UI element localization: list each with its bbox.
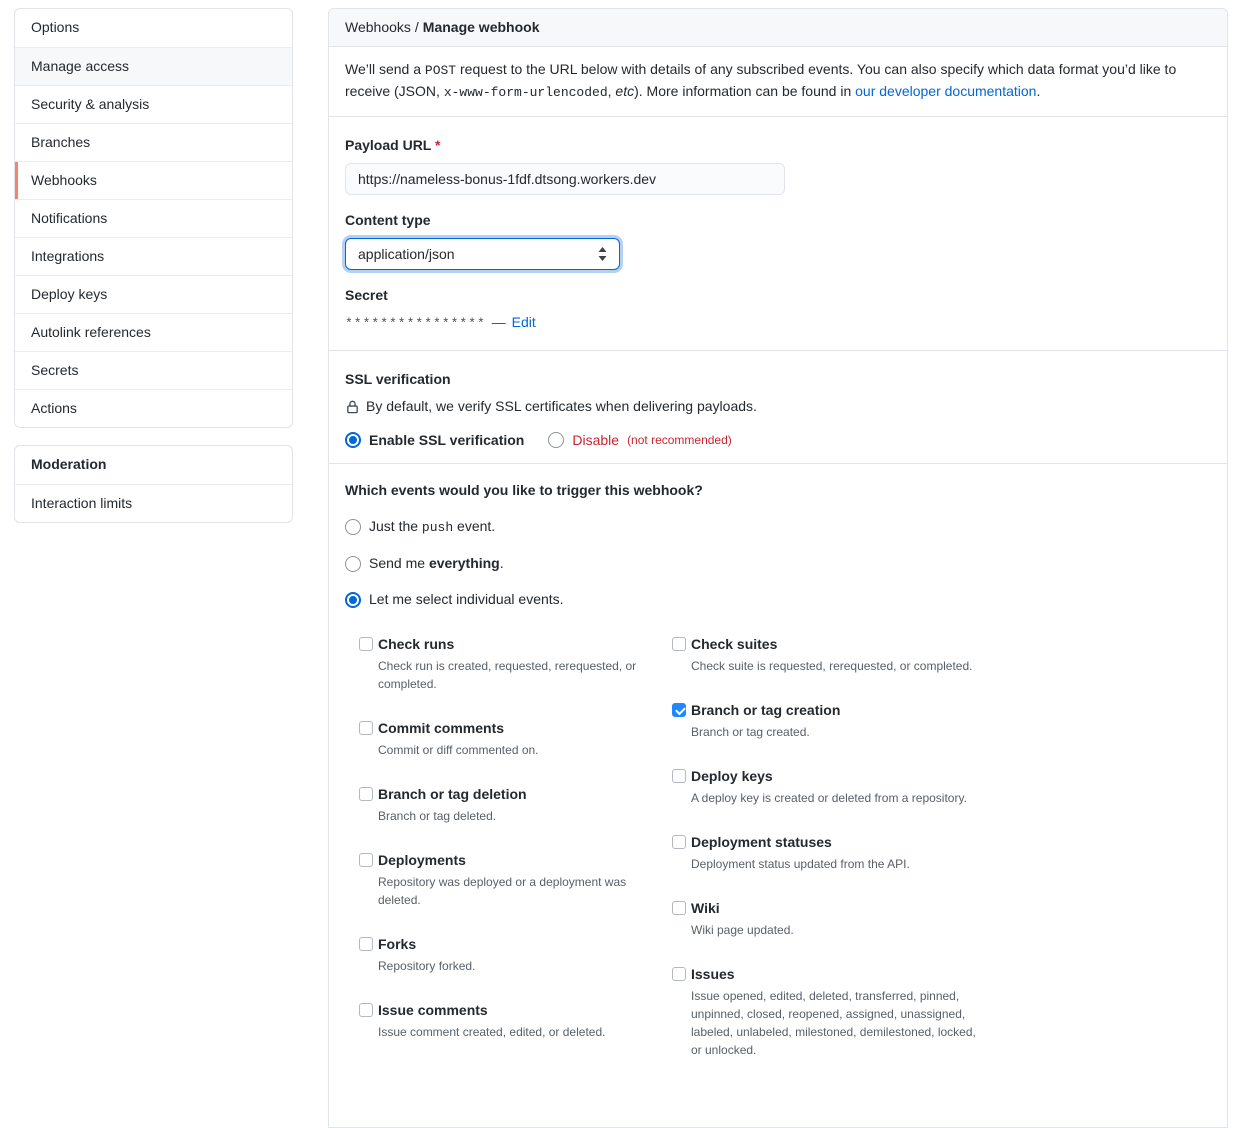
push-code: push xyxy=(421,520,454,535)
events-grid xyxy=(359,630,1211,1084)
checkbox-check-suites[interactable] xyxy=(672,637,686,651)
payload-url-label: Payload URL * xyxy=(345,137,441,153)
individual-events-radio[interactable] xyxy=(345,592,361,608)
secret-masked-value: **************** xyxy=(345,316,486,331)
secret-separator: — xyxy=(491,314,506,330)
secret-label: Secret xyxy=(345,287,388,303)
sidebar-item-options[interactable]: Options xyxy=(31,19,80,35)
checkbox-deployment-statuses[interactable] xyxy=(672,835,686,849)
checkbox-issue-comments[interactable] xyxy=(359,1003,373,1017)
checkbox-forks[interactable] xyxy=(359,937,373,951)
push-event-radio[interactable] xyxy=(345,519,361,535)
event-item-issue-comments: Issue comments Issue comment created, edited, or deleted. xyxy=(359,1000,672,1041)
urlencoded-code: x-www-form-urlencoded xyxy=(443,85,608,100)
events-column-right xyxy=(672,634,985,1084)
event-option-push[interactable]: Just the push event. xyxy=(345,516,1211,538)
sidebar-item-integrations[interactable]: Integrations xyxy=(15,237,292,275)
secret-row xyxy=(345,312,1211,342)
enable-ssl-option[interactable] xyxy=(345,432,524,448)
event-item-branch-tag-creation: Branch or tag creation Branch or tag created. xyxy=(672,700,985,741)
disable-ssl-option[interactable] xyxy=(548,432,731,448)
event-item-deployments: Deployments Repository was deployed or a deployment was deleted. xyxy=(359,850,672,909)
content-type-selected-value: application/json xyxy=(358,246,455,262)
events-section xyxy=(329,464,1227,1084)
manage-webhook-panel xyxy=(328,8,1228,1128)
breadcrumb-separator: / xyxy=(414,19,419,35)
event-item-issues: Issues Issue opened, edited, deleted, transferred, pinned, unpinned, closed, reopened, assigned, unassigned, labeled, unlabeled, milestoned, demilestoned, locked, or unlocked. xyxy=(672,964,985,1059)
sidebar-item-autolink-references[interactable]: Autolink references xyxy=(15,313,292,351)
sidebar-item-deploy-keys[interactable]: Deploy keys xyxy=(15,275,292,313)
enable-ssl-radio[interactable] xyxy=(345,432,361,448)
everything-radio[interactable] xyxy=(345,556,361,572)
lock-icon xyxy=(345,399,360,415)
sidebar-item-interaction-limits[interactable]: Interaction limits xyxy=(15,484,292,522)
required-asterisk: * xyxy=(435,137,441,153)
breadcrumb xyxy=(329,9,1227,47)
post-code: POST xyxy=(424,63,457,78)
settings-menu xyxy=(14,8,293,428)
disable-ssl-radio[interactable] xyxy=(548,432,564,448)
content-type-label: Content type xyxy=(345,212,431,228)
sidebar-item-manage-access[interactable]: Manage access xyxy=(15,47,292,85)
event-item-forks: Forks Repository forked. xyxy=(359,934,672,975)
developer-docs-link[interactable]: our developer documentation xyxy=(855,83,1037,99)
moderation-header: Moderation xyxy=(31,456,107,472)
sidebar-item-security-analysis[interactable]: Security & analysis xyxy=(15,85,292,123)
checkbox-wiki[interactable] xyxy=(672,901,686,915)
secret-edit-link[interactable]: Edit xyxy=(511,314,536,330)
event-item-check-runs: Check runs Check run is created, requested, rerequested, or completed. xyxy=(359,634,672,693)
event-item-check-suites: Check suites Check suite is requested, rerequested, or completed. xyxy=(672,634,985,675)
breadcrumb-current: Manage webhook xyxy=(422,19,540,35)
events-column-left xyxy=(359,634,672,1084)
sidebar-item-webhooks[interactable]: Webhooks xyxy=(15,161,292,199)
events-question: Which events would you like to trigger this webhook? xyxy=(345,482,703,498)
event-option-everything[interactable]: Send me everything. xyxy=(345,553,1211,574)
breadcrumb-webhooks-link[interactable]: Webhooks xyxy=(345,19,411,35)
sidebar-item-notifications[interactable]: Notifications xyxy=(15,199,292,237)
select-arrows-icon xyxy=(598,247,607,261)
checkbox-issues[interactable] xyxy=(672,967,686,981)
sidebar-item-actions[interactable]: Actions xyxy=(15,389,292,427)
checkbox-check-runs[interactable] xyxy=(359,637,373,651)
ssl-radio-row xyxy=(345,432,1211,448)
ssl-section xyxy=(329,351,1227,464)
disable-ssl-label: Disable xyxy=(572,432,620,448)
event-item-deployment-statuses: Deployment statuses Deployment status updated from the API. xyxy=(672,832,985,873)
checkbox-commit-comments[interactable] xyxy=(359,721,373,735)
checkbox-deploy-keys[interactable] xyxy=(672,769,686,783)
checkbox-branch-tag-creation[interactable] xyxy=(672,703,686,717)
sidebar-item-branches[interactable]: Branches xyxy=(15,123,292,161)
enable-ssl-label: Enable SSL verification xyxy=(369,432,525,448)
event-item-deploy-keys: Deploy keys A deploy key is created or deleted from a repository. xyxy=(672,766,985,807)
sidebar-item-secrets[interactable]: Secrets xyxy=(15,351,292,389)
webhook-form-section xyxy=(329,117,1227,351)
intro-text: We’ll send a POST request to the URL below with details of any subscribed events. You can also specify which data format you’d like to receive (JSON, x-www-form-urlencoded, etc). More information can be found in our developer documentation. xyxy=(345,61,1177,100)
payload-url-input[interactable] xyxy=(345,163,785,195)
content-type-select[interactable] xyxy=(345,238,620,270)
event-item-commit-comments: Commit comments Commit or diff commented on. xyxy=(359,718,672,759)
checkbox-branch-tag-deletion[interactable] xyxy=(359,787,373,801)
disable-ssl-note: (not recommended) xyxy=(627,433,732,447)
moderation-menu xyxy=(14,445,293,523)
ssl-note: By default, we verify SSL certificates when delivering payloads. xyxy=(345,396,1211,417)
event-item-wiki: Wiki Wiki page updated. xyxy=(672,898,985,939)
settings-sidebar xyxy=(14,8,293,523)
event-option-individual[interactable]: Let me select individual events. xyxy=(345,589,1211,610)
checkbox-deployments[interactable] xyxy=(359,853,373,867)
event-item-branch-tag-deletion: Branch or tag deletion Branch or tag deleted. xyxy=(359,784,672,825)
intro-section xyxy=(329,47,1227,117)
ssl-title: SSL verification xyxy=(345,371,451,387)
